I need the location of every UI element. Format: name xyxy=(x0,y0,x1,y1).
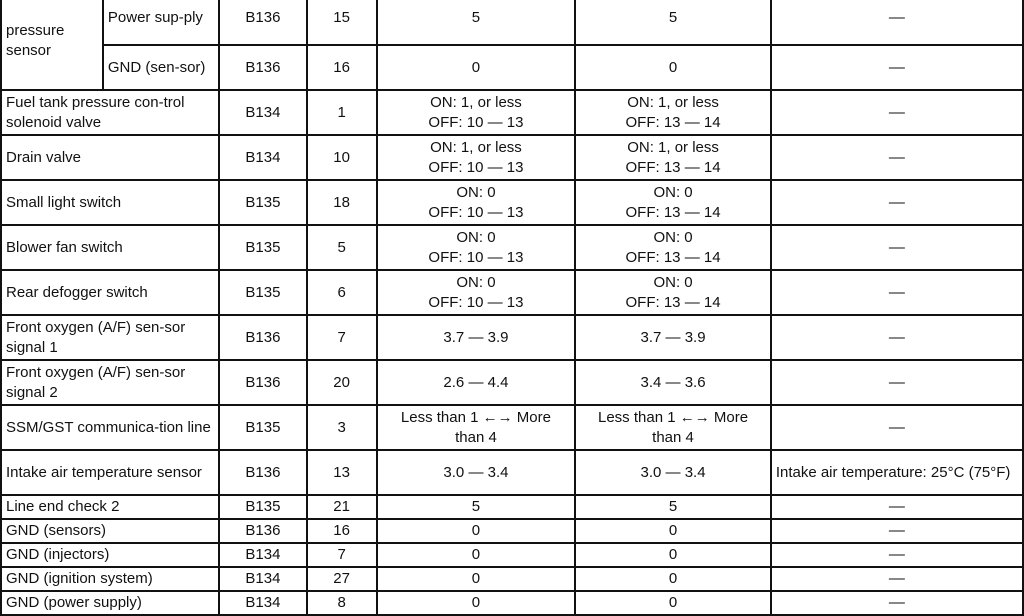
terminal-cell: 21 xyxy=(307,495,377,519)
note-cell: — xyxy=(771,180,1023,225)
table-row xyxy=(1,90,1023,135)
voltage-engine-on-cell: 0 xyxy=(377,519,576,543)
connector-cell: B135 xyxy=(219,405,306,450)
terminal-cell: 18 xyxy=(307,180,377,225)
terminal-cell: 16 xyxy=(307,45,377,90)
voltage-ignition-on-cell: ON: 1, or less OFF: 13 — 14 xyxy=(575,90,771,135)
connector-cell: B134 xyxy=(219,591,306,615)
voltage-engine-on-cell: ON: 0 OFF: 10 — 13 xyxy=(377,180,576,225)
table-row xyxy=(1,543,1023,567)
item-cell: Front oxygen (A/F) sen-sor signal 2 xyxy=(1,360,219,405)
connector-cell: B134 xyxy=(219,135,306,180)
item-cell: SSM/GST communica-tion line xyxy=(1,405,219,450)
table-row xyxy=(1,567,1023,591)
voltage-ignition-on-cell: ON: 0 OFF: 13 — 14 xyxy=(575,270,771,315)
voltage-engine-on-cell: 0 xyxy=(377,45,576,90)
voltage-ignition-on-cell: 0 xyxy=(575,567,771,591)
connector-cell: B136 xyxy=(219,315,306,360)
note-cell: — xyxy=(771,360,1023,405)
note-cell: — xyxy=(771,591,1023,615)
note-cell: — xyxy=(771,567,1023,591)
item-cell: GND (sensors) xyxy=(1,519,219,543)
note-cell: — xyxy=(771,0,1023,45)
connector-cell: B136 xyxy=(219,45,306,90)
table-row xyxy=(1,591,1023,615)
note-cell: — xyxy=(771,270,1023,315)
voltage-engine-on-cell: 0 xyxy=(377,543,576,567)
item-cell: Small light switch xyxy=(1,180,219,225)
note-cell: — xyxy=(771,225,1023,270)
note-cell: — xyxy=(771,315,1023,360)
terminal-cell: 16 xyxy=(307,519,377,543)
voltage-engine-on-cell: 5 xyxy=(377,495,576,519)
note-cell: — xyxy=(771,405,1023,450)
item-cell: Fuel tank pressure con-trol solenoid valve xyxy=(1,90,219,135)
table-row xyxy=(1,225,1023,270)
voltage-ignition-on-cell: ON: 0 OFF: 13 — 14 xyxy=(575,180,771,225)
voltage-engine-on-cell: 0 xyxy=(377,567,576,591)
note-cell: — xyxy=(771,543,1023,567)
voltage-engine-on-cell: ON: 0 OFF: 10 — 13 xyxy=(377,225,576,270)
voltage-ignition-on-cell: 5 xyxy=(575,0,771,45)
connector-cell: B136 xyxy=(219,519,306,543)
connector-cell: B136 xyxy=(219,450,306,495)
note-cell: — xyxy=(771,495,1023,519)
item-cell: GND (injectors) xyxy=(1,543,219,567)
terminal-cell: 15 xyxy=(307,0,377,45)
connector-cell: B136 xyxy=(219,360,306,405)
voltage-engine-on-cell: 5 xyxy=(377,0,576,45)
item-cell: Rear defogger switch xyxy=(1,270,219,315)
terminal-cell: 13 xyxy=(307,450,377,495)
table-row xyxy=(1,495,1023,519)
voltage-engine-on-cell: ON: 0 OFF: 10 — 13 xyxy=(377,270,576,315)
voltage-engine-on-cell: Less than 1 ←→ More than 4 xyxy=(377,405,576,450)
voltage-engine-on-cell: 2.6 — 4.4 xyxy=(377,360,576,405)
terminal-cell: 1 xyxy=(307,90,377,135)
connector-cell: B134 xyxy=(219,90,306,135)
voltage-engine-on-cell: 0 xyxy=(377,591,576,615)
voltage-ignition-on-cell: Less than 1 ←→ More than 4 xyxy=(575,405,771,450)
note-cell: — xyxy=(771,90,1023,135)
voltage-ignition-on-cell: ON: 0 OFF: 13 — 14 xyxy=(575,225,771,270)
terminal-cell: 27 xyxy=(307,567,377,591)
connector-cell: B135 xyxy=(219,180,306,225)
connector-cell: B135 xyxy=(219,225,306,270)
table-row xyxy=(1,405,1023,450)
voltage-ignition-on-cell: 0 xyxy=(575,543,771,567)
terminal-cell: 8 xyxy=(307,591,377,615)
table-row xyxy=(1,135,1023,180)
terminal-cell: 6 xyxy=(307,270,377,315)
item-cell: Drain valve xyxy=(1,135,219,180)
table-row xyxy=(1,360,1023,405)
note-cell: Intake air temperature: 25°C (75°F) xyxy=(771,450,1023,495)
item-cell: Blower fan switch xyxy=(1,225,219,270)
terminal-cell: 3 xyxy=(307,405,377,450)
terminal-cell: 5 xyxy=(307,225,377,270)
item-cell: Front oxygen (A/F) sen-sor signal 1 xyxy=(1,315,219,360)
item-cell: GND (power supply) xyxy=(1,591,219,615)
voltage-ignition-on-cell: 3.0 — 3.4 xyxy=(575,450,771,495)
item-cell: Line end check 2 xyxy=(1,495,219,519)
voltage-ignition-on-cell: 0 xyxy=(575,591,771,615)
table-row xyxy=(1,270,1023,315)
sub-item-cell: GND (sen-sor) xyxy=(103,45,219,90)
table-row xyxy=(1,315,1023,360)
voltage-engine-on-cell: 3.7 — 3.9 xyxy=(377,315,576,360)
voltage-ignition-on-cell: 3.7 — 3.9 xyxy=(575,315,771,360)
table-row xyxy=(1,519,1023,543)
table-row xyxy=(1,45,1023,90)
voltage-engine-on-cell: 3.0 — 3.4 xyxy=(377,450,576,495)
voltage-ignition-on-cell: ON: 1, or less OFF: 13 — 14 xyxy=(575,135,771,180)
connector-cell: B134 xyxy=(219,543,306,567)
terminal-cell: 10 xyxy=(307,135,377,180)
item-cell: GND (ignition system) xyxy=(1,567,219,591)
terminal-cell: 20 xyxy=(307,360,377,405)
connector-cell: B134 xyxy=(219,567,306,591)
note-cell: — xyxy=(771,519,1023,543)
connector-cell: B135 xyxy=(219,495,306,519)
sub-item-cell: Power sup-ply xyxy=(103,0,219,45)
item-cell: pressure sensor xyxy=(1,0,103,90)
voltage-ignition-on-cell: 3.4 — 3.6 xyxy=(575,360,771,405)
table-row xyxy=(1,0,1023,45)
voltage-engine-on-cell: ON: 1, or less OFF: 10 — 13 xyxy=(377,135,576,180)
connector-cell: B136 xyxy=(219,0,306,45)
voltage-engine-on-cell: ON: 1, or less OFF: 10 — 13 xyxy=(377,90,576,135)
voltage-ignition-on-cell: 5 xyxy=(575,495,771,519)
voltage-ignition-on-cell: 0 xyxy=(575,45,771,90)
connector-cell: B135 xyxy=(219,270,306,315)
terminal-cell: 7 xyxy=(307,543,377,567)
voltage-ignition-on-cell: 0 xyxy=(575,519,771,543)
table-row xyxy=(1,180,1023,225)
note-cell: — xyxy=(771,135,1023,180)
item-cell: Intake air temperature sensor xyxy=(1,450,219,495)
note-cell: — xyxy=(771,45,1023,90)
terminal-cell: 7 xyxy=(307,315,377,360)
table-row xyxy=(1,450,1023,495)
